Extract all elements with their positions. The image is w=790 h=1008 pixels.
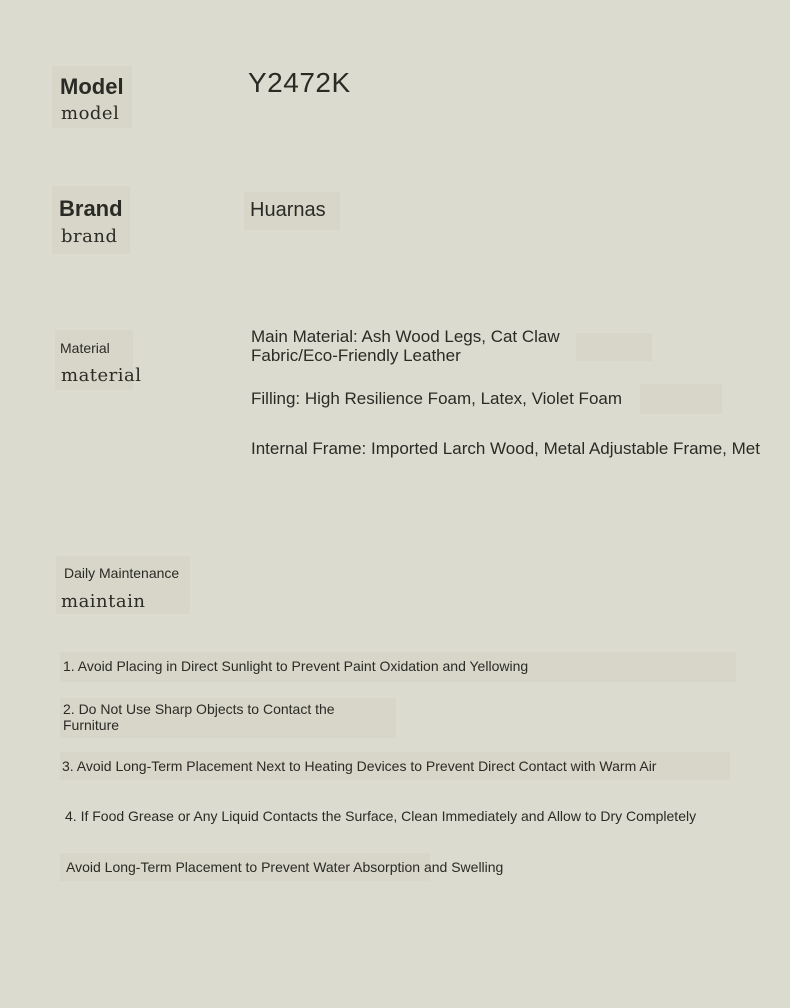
material-item-filling: Filling: High Resilience Foam, Latex, Violet Foam (251, 389, 623, 408)
material-item-main: Main Material: Ash Wood Legs, Cat Claw Fabric/Eco-Friendly Leather (251, 327, 560, 365)
maintenance-item: 2. Do Not Use Sharp Objects to Contact the Furniture (63, 701, 335, 733)
brand-label: Brand (59, 196, 123, 221)
text-backdrop (640, 384, 722, 414)
brand-sub-label: brand (61, 226, 118, 247)
maintenance-sub-label: maintain (61, 591, 146, 612)
model-label: Model (60, 74, 124, 99)
material-sub-label: material (61, 365, 142, 386)
material-item-frame: Internal Frame: Imported Larch Wood, Metal Adjustable Frame, Met (251, 439, 760, 458)
material-label: Material (60, 340, 110, 356)
maintenance-item: 4. If Food Grease or Any Liquid Contacts the Surface, Clean Immediately and Allow to Dry Completely (65, 808, 697, 824)
maintenance-item: 3. Avoid Long-Term Placement Next to Heating Devices to Prevent Direct Contact with Warm Air (62, 758, 657, 774)
brand-value: Huarnas (250, 199, 326, 221)
model-value: Y2472K (248, 67, 351, 98)
maintenance-item: 1. Avoid Placing in Direct Sunlight to Prevent Paint Oxidation and Yellowing (63, 658, 529, 674)
model-sub-label: model (61, 103, 120, 124)
maintenance-label: Daily Maintenance (64, 565, 180, 581)
maintenance-item: Avoid Long-Term Placement to Prevent Water Absorption and Swelling (66, 859, 504, 875)
